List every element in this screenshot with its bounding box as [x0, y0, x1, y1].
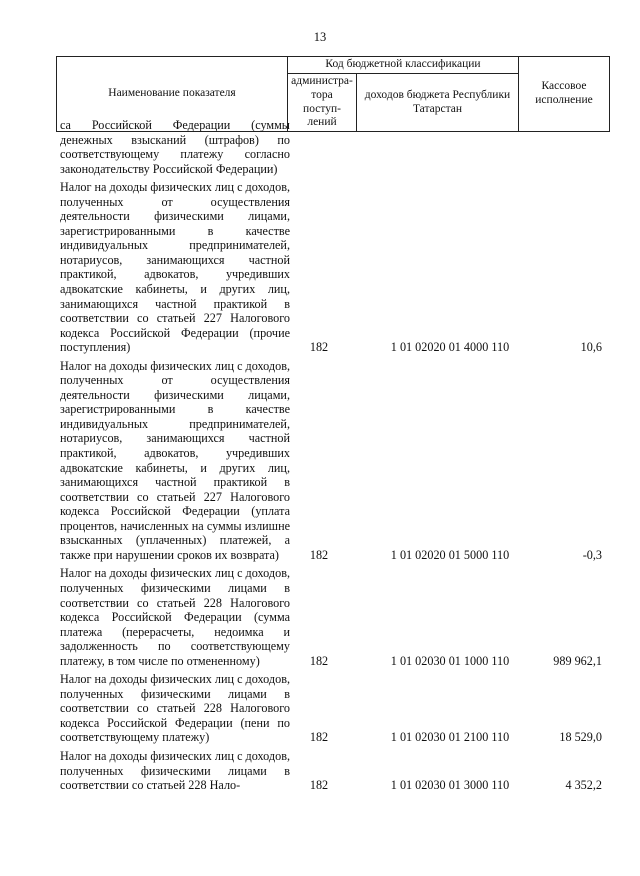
row-name: Налог на доходы физических лиц с доходов, полученных физическими лицами в соответствии со статьей 228 Налогового кодекса Российской Федерации (сумма платежа (перерасчеты, недоимка и задолженность по соответствующему платежу, в том числе по отмененному)	[60, 566, 290, 668]
row-name: Налог на доходы физических лиц с доходов, полученных физическими лицами в соответствии со статьей 228 Налогового кодекса Российской Федерации (пени по соответствующему платежу)	[60, 672, 290, 745]
header-income-column: доходов бюджета Республики Татарстан	[357, 74, 519, 132]
row-amount: 10,6	[580, 340, 602, 355]
row-admin: 182	[309, 340, 329, 355]
table-row	[56, 566, 610, 668]
row-amount: 18 529,0	[559, 730, 602, 745]
page-number: 13	[313, 30, 327, 44]
table-row	[56, 118, 610, 176]
row-name: са Российской Федерации (суммы денежных взысканий (штрафов) по соответствующему платежу согласно законодательству Российской Федерации)	[60, 118, 290, 176]
header-execution-column: Кассовое исполнение	[519, 57, 610, 132]
row-admin: 182	[309, 778, 329, 793]
table-row	[56, 749, 610, 793]
row-name: Налог на доходы физических лиц с доходов, полученных физическими лицами в соответствии со статьей 228 Нало-	[60, 748, 290, 793]
row-code: 1 01 02020 01 4000 110	[390, 340, 510, 355]
row-code: 1 01 02030 01 2100 110	[390, 730, 510, 745]
table-body	[56, 118, 610, 793]
row-amount: 4 352,2	[565, 778, 602, 793]
row-admin: 182	[309, 547, 329, 562]
row-admin: 182	[309, 653, 329, 668]
row-code: 1 01 02030 01 1000 110	[390, 653, 510, 668]
row-code: 1 01 02030 01 3000 110	[390, 778, 510, 793]
row-code: 1 01 02020 01 5000 110	[390, 547, 510, 562]
row-name: Налог на доходы физических лиц с доходов, полученных от осуществления деятельности физическими лицами, зарегистрированными в качестве индивидуальных предпринимателей, нотариусов, занимающихся частной практикой, адвокатов, учредивших адвокатские кабинеты, и других лиц, занимающихся частной практикой в соответствии со статьей 227 Налогового кодекса Российской Федерации (уплата процентов, начисленных на суммы излишне взысканных (уплаченных) платежей, а также при нарушении сроков их возврата)	[60, 358, 290, 562]
row-name: Налог на доходы физических лиц с доходов, полученных от осуществления деятельности физическими лицами, зарегистрированными в качестве индивидуальных предпринимателей, нотариусов, занимающихся частной практикой, адвокатов, учредивших адвокатские кабинеты, и других лиц, занимающихся частной практикой в соответствии со статьей 227 Налогового кодекса Российской Федерации (прочие поступления)	[60, 180, 290, 355]
row-admin: 182	[309, 730, 329, 745]
table-row	[56, 180, 610, 355]
table-row	[56, 672, 610, 745]
row-amount: -0,3	[582, 547, 602, 562]
header-admin-column: администра-тора поступ-лений	[288, 74, 357, 132]
header-classification-group: Код бюджетной классификации	[288, 57, 519, 74]
row-amount: 989 962,1	[553, 653, 602, 668]
table-row	[56, 359, 610, 563]
header-name-column: Наименование показателя	[57, 57, 288, 132]
